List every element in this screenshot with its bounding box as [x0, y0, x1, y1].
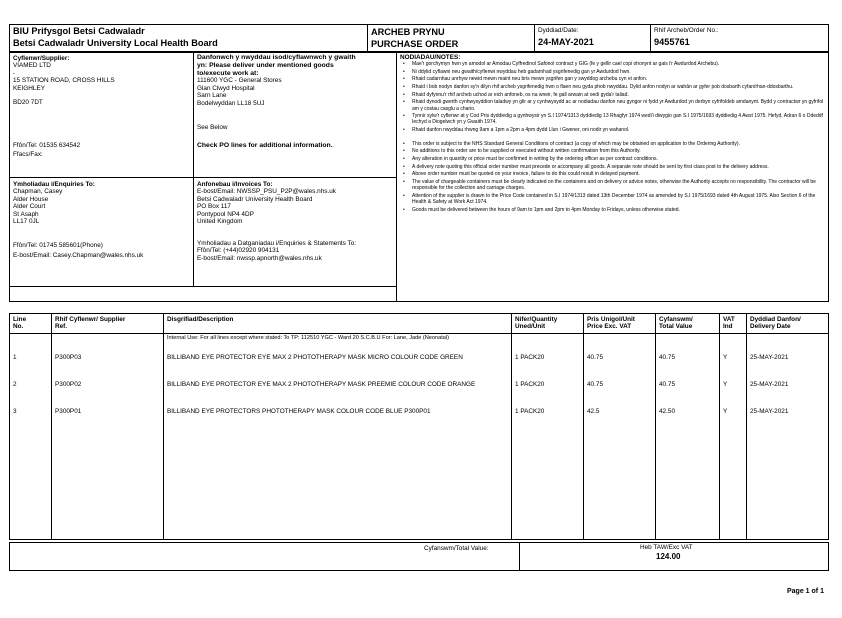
invoices-line-3: PO Box 117 [197, 203, 231, 211]
supplier-line: - [13, 69, 16, 77]
enquiries-line-4: St Asaph [13, 210, 39, 218]
enquiries-line-5: LL17 0JL [13, 218, 40, 226]
row2-unit-price: 40.75 [587, 381, 603, 388]
row3-description: BILLIBAND EYE PROTECTORS PHOTOTHERAPY MASK COLOUR CODE BLUE P300P01 [167, 408, 431, 415]
invoices-section [197, 181, 336, 225]
note-english-6: • The value of chargeable containers must be clearly indicated on the containers and on delivery or advice notes, otherwise the Authority accepts no responsibility. The contractor will be responsible for the collection and carriage charges. [399, 179, 827, 191]
enquiries-label: Ymholiadau i/Enquiries To: [13, 181, 95, 188]
delivery-see-below: See Below [197, 124, 228, 131]
enquiries-email[interactable]: E-bost/Email: Casey.Chapman@wales.nhs.uk [13, 252, 144, 259]
org-english-name: Betsi Cadwaladr University Local Health Board [13, 38, 218, 48]
row2-vat: Y [723, 381, 728, 388]
note-english-1: • This order is subject to the NHS Standard General Conditions of contract (a copy of which may be obtained on application to the Ordering Authority). [399, 141, 827, 147]
row2-ref: P300P02 [55, 381, 82, 388]
order-no-value: 9455761 [654, 37, 690, 47]
note-welsh-7: • Tynnir sylw'r cyflenwr at y Cod Pris dyddiedig a gynhwysir yn S.I 1974/1313 dyddiedig 13 Rhagfyr 1974 wedi'i diwygio gan S.I 1975/1693 dyddiedig 4 Awst 1975. Hefyd, Adran 6 o Ddeddf Iechyd a Diogelwch yn y Gwaith 1974. [399, 113, 827, 125]
note-english-5: • Above order number must be quoted on your invoice, failure to do this could result in delayed payment. [399, 171, 827, 177]
note-welsh-3: • Rhaid cadarnhau unrhyw newid mewn maint neu bris mewn ysgrifen gan y swyddog archebu cyn ei anfon. [399, 76, 827, 82]
note-welsh-1: • Mae'r gorchymyn hwn yn amodol ar Amodau Cyffredinol Safonol contract y GIG (fe y gellir cael copi ohonynt ar gais i'r Awdurdod Archebu). [399, 61, 827, 67]
lines-table [9, 313, 829, 540]
row2-description: BILLIBAND EYE PROTECTOR EYE MAX 2 PHOTOTHERAPY MASK PREEMIE COLOUR CODE ORANGE [167, 381, 476, 388]
enquiries-contact: Chapman, Casey [13, 188, 63, 196]
supplier-label: Cyflenwr/Supplier: [13, 55, 70, 62]
row3-delivery-date: 25-MAY-2021 [750, 408, 789, 415]
supplier-fax: Ffacs/Fax: [13, 151, 43, 158]
invoices-line-4: Pontypool NP4 4DP [197, 210, 254, 218]
row1-vat: Y [723, 354, 728, 361]
supplier-name: VIAMED LTD [13, 62, 51, 70]
row1-unit-price: 40.75 [587, 354, 603, 361]
note-english-4: • A delivery note quoting this official order number must precede or accompany all goods. A separate note should be sent by first class post to the delivery address. [399, 164, 827, 170]
enquiries-phone: Ffôn/Tel: 01745 585601(Phone) [13, 242, 103, 249]
order-no-label: Rhif Archeb/Order No.: [654, 27, 719, 34]
internal-use-note: Internal Use: For all lines except where stated: To TP: 112510 YGC - Ward 20 S.C.B.U For: Lane, Jade (Neonatal) [167, 335, 449, 341]
row3-line: 3 [13, 408, 17, 415]
delivery-heading-3: to/execute work at: [197, 69, 259, 77]
statements-section [197, 240, 356, 262]
row1-delivery-date: 25-MAY-2021 [750, 354, 789, 361]
row1-total: 40.75 [659, 354, 675, 361]
row1-quantity: 1 PACK20 [515, 354, 545, 361]
row2-total: 40.75 [659, 381, 675, 388]
note-welsh-8: • Rhaid danfon nwyddau rhwng 9am a 1pm a 2pm a 4pm dydd Llun i Gwener, oni nodir yn wahanol. [399, 127, 827, 133]
page-number: Page 1 of 1 [787, 588, 824, 595]
note-english-7: • Attention of the supplier is drawn to the Price Code contained in S.I 1974/1313 dated 13th December 1974 as amended by S.I 1975/1693 dated 4th August 1975. Also Section 6 of the Health & Safety at Work Act 1974. [399, 193, 827, 205]
delivery-section [197, 54, 356, 107]
col-header-delivery-date: Dyddiad Danfon/ Delivery Date [750, 316, 801, 331]
row2-delivery-date: 25-MAY-2021 [750, 381, 789, 388]
delivery-address-4: Bodelwyddan LL18 5UJ [197, 99, 265, 107]
note-welsh-6: • Rhaid dynodi gwerth cynhwysyddion taladwy yn glir ar y cynhwysydd ac ar nodiadau danfon neu gyngor ni fydd yr Awdurdod yn derbyn cyfrifoldeb amdanynt. Bydd y contractwr yn gyfrifol am y costau casglu a chario. [399, 99, 827, 111]
col-header-description: Disgrifiad/Description [167, 316, 234, 323]
row1-line: 1 [13, 354, 17, 361]
invoices-line-2: Betsi Cadwaladr University Health Board [197, 195, 313, 203]
org-welsh-name: BIU Prifysgol Betsi Cadwaladr [13, 26, 145, 36]
note-english-2: • No additions to this order are to be supplied or executed without written confirmation from this Authority. [399, 148, 827, 154]
notes-list [399, 61, 827, 214]
row1-ref: P300P03 [55, 354, 82, 361]
doc-title-welsh: ARCHEB PRYNU [371, 27, 445, 37]
row3-quantity: 1 PACK20 [515, 408, 545, 415]
col-header-total: Cyfanswm/ Total Value [659, 316, 693, 331]
doc-title-english: PURCHASE ORDER [371, 39, 459, 49]
invoices-email[interactable]: E-bost/Email: NWSSP_PSU_P2P@wales.nhs.uk [197, 188, 336, 196]
col-header-supplier-ref: Rhif Cyflenwr/ Supplier Ref. [55, 316, 126, 331]
totals-label: Cyfanswm/Total Value: [424, 545, 489, 552]
totals-exc-vat-label: Heb TAW/Exc VAT [640, 544, 693, 551]
notes-label: NODIADAU/NOTES: [400, 54, 461, 61]
enquiries-line-2: Alder House [13, 195, 49, 203]
note-english-3: • Any alteration in quantity or price must be confirmed in writing by the ordering officer as per contract conditions. [399, 156, 827, 162]
note-english-8: • Goods must be delivered between the hours of 9am to 1pm and 2pm to 4pm Monday to Fridays, unless otherwise stated. [399, 207, 827, 213]
delivery-address-2: Glan Clwyd Hospital [197, 84, 255, 92]
supplier-blank [13, 92, 115, 99]
supplier-street: 15 STATION ROAD, CROSS HILLS [13, 77, 115, 85]
delivery-check-po: Check PO lines for additional information. [197, 142, 333, 149]
col-header-vat: VAT Ind [723, 316, 735, 331]
row2-quantity: 1 PACK20 [515, 381, 545, 388]
enquiries-section [13, 181, 95, 225]
totals-value: 124.00 [656, 552, 681, 561]
row2-line: 2 [13, 381, 17, 388]
date-label: Dyddiad/Date: [538, 27, 579, 34]
col-header-unit-price: Pris Unigol/Unit Price Exc. VAT [587, 316, 635, 331]
delivery-heading-2: yn: Please deliver under mentioned goods [197, 61, 334, 69]
delivery-address-3: Sarn Lane [197, 92, 227, 100]
supplier-phone: Ffôn/Tel: 01535 634542 [13, 142, 81, 149]
totals-box [9, 542, 829, 571]
note-welsh-2: • Ni ddylid cyflawni neu gwaith/cyflenwi nwyddau heb gadarnhad ysgrifenedig gan yr Awdurdod hwn. [399, 69, 827, 75]
invoices-line-5: United Kingdom [197, 218, 243, 226]
col-header-line: Line No. [13, 316, 27, 331]
row3-total: 42.50 [659, 408, 675, 415]
col-header-quantity: Nifer/Quantity Uned/Unit [515, 316, 558, 331]
supplier-postcode: BD20 7DT [13, 99, 43, 107]
supplier-section [13, 55, 115, 107]
statements-label: Ymholiadau a Datganiadau i/Enquiries & Statements To: [197, 240, 357, 247]
statements-email[interactable]: E-bost/Email: nwssp.apnorth@wales.nhs.uk [197, 254, 322, 262]
delivery-address-1: 111600 YGC - General Stores [197, 77, 282, 85]
row3-ref: P300P01 [55, 408, 82, 415]
note-welsh-4: • Rhaid i bob nodyn danfon sy'n dilyn rhif archeb ysgrifenedig hwn o flaen neu gyda phob nwyddau. Dylid anfon nodyn ar wahân ar gyfer pob dosbarth cyfan/rhan-ddosbarthu. [399, 84, 827, 90]
enquiries-line-3: Alder Court [13, 203, 46, 211]
note-welsh-5: • Rhaid dyfynnu'r rhif archeb uchod ar eich anfoneb, os na wneir, fe gall arwain at oedi gyda'r taliad. [399, 92, 827, 98]
date-value: 24-MAY-2021 [538, 37, 594, 47]
delivery-heading-1: Danfonwch y nwyddau isod/cyflawnwch y gwaith [197, 54, 356, 61]
supplier-town: KEIGHLEY [13, 84, 45, 92]
row3-unit-price: 42.5 [587, 408, 600, 415]
statements-phone: Ffôn/Tel: (+44)02920 904131 [197, 247, 280, 255]
row3-vat: Y [723, 408, 728, 415]
invoices-label: Anfonebau i/Invoices To: [197, 181, 273, 188]
row1-description: BILLIBAND EYE PROTECTOR EYE MAX 2 PHOTOTHERAPY MASK MICRO COLOUR CODE GREEN [167, 354, 463, 361]
